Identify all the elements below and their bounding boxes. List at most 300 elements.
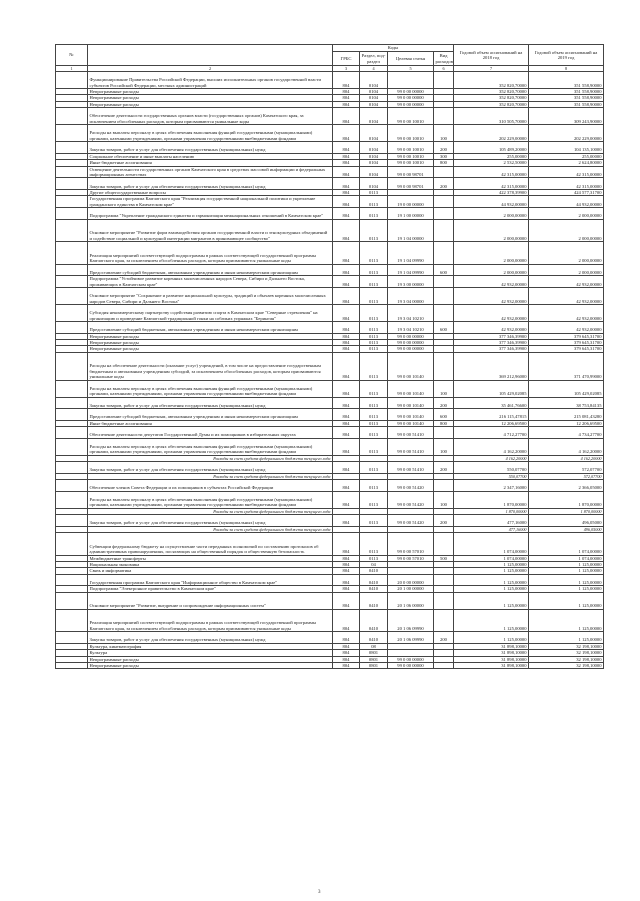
row-razdel: 0113 [360, 196, 388, 208]
row-razdel: 0104 [360, 108, 388, 125]
row-amount-2018: 352 820,70000 [454, 95, 529, 101]
budget-table-page [55, 44, 603, 669]
row-expense-type: 300 [434, 153, 454, 159]
row-name: Закупка товаров, работ и услуг для обеспечения государственных (муниципальных) нужд [88, 142, 333, 154]
row-amount-2019: 215 081,43280 [529, 409, 604, 421]
row-amount-2018: 1 125,00000 [454, 592, 529, 609]
row-amount-2018: 42 932,00000 [454, 305, 529, 322]
table-row [56, 515, 604, 527]
row-name: Межбюджетные трансферты [88, 555, 333, 561]
col-header-cs: Целевая статья [388, 52, 434, 66]
row-razdel: 0104 [360, 160, 388, 166]
row-amount-2018: 1 074,00000 [454, 555, 529, 561]
row-amount-2019: 1 074,00000 [529, 533, 604, 555]
row-target-article: 19 0 00 00000 [388, 196, 434, 208]
row-number [56, 533, 88, 555]
row-razdel: 0410 [360, 592, 388, 609]
row-number [56, 276, 88, 288]
row-number [56, 480, 88, 492]
row-amount-2018: 105 429,02085 [454, 380, 529, 397]
row-number [56, 108, 88, 125]
row-amount-2019: 1 125,00000 [529, 562, 604, 568]
col-header-2019: Годовой объем ассигнований на 2019 год [529, 45, 604, 66]
row-amount-2019: 496,05000 [529, 515, 604, 527]
row-grbs: 804 [333, 142, 360, 154]
row-razdel: 0410 [360, 632, 388, 644]
row-amount-2019: 572,07700 [529, 462, 604, 474]
row-expense-type: 600 [434, 409, 454, 421]
table-row [56, 242, 604, 264]
row-amount-2019: 42 932,00000 [529, 276, 604, 288]
row-razdel: 0801 [360, 663, 388, 669]
row-amount-2019: 4 734,27700 [529, 427, 604, 439]
row-amount-2018: 477,16000 [454, 515, 529, 527]
row-name: Государственная программа Камчатского края "Реализация государственной национальной политики и укрепление гражданского единства в Камчатском крае" [88, 196, 333, 208]
row-amount-2018: 2 347,16000 [454, 480, 529, 492]
row-amount-2019: 424 577,31700 [529, 190, 604, 196]
row-razdel: 0113 [360, 242, 388, 264]
row-grbs: 804 [333, 288, 360, 305]
row-number [56, 178, 88, 190]
row-amount-2018: 42 315,00000 [454, 178, 529, 190]
row-amount-2019: 1 125,00000 [529, 574, 604, 586]
row-amount-2019: 32 198,10000 [529, 663, 604, 669]
row-expense-type: 200 [434, 142, 454, 154]
row-razdel: 0113 [360, 380, 388, 397]
row-expense-type [434, 108, 454, 125]
row-razdel: 0113 [360, 515, 388, 527]
col-number: 8 [529, 66, 604, 72]
row-expense-type: 100 [434, 491, 454, 508]
row-expense-type: 500 [434, 555, 454, 561]
row-amount-2018: 202 229,00000 [454, 125, 529, 142]
row-grbs: 804 [333, 462, 360, 474]
row-name: Закупка товаров, работ и услуг для обеспечения государственных (муниципальных) нужд [88, 462, 333, 474]
row-target-article: 20 0 00 00000 [388, 574, 434, 586]
row-razdel: 0410 [360, 586, 388, 592]
row-name: Обеспечение деятельности депутатов Государственной Думы и их помощников в избирательных округах [88, 427, 333, 439]
col-header-name [88, 45, 333, 66]
row-name: Функционирование Правительства Российской Федерации, высших исполнительных органов государственной власти субъектов Российской Федерации, местных администраций [88, 72, 333, 89]
row-razdel: 0410 [360, 568, 388, 574]
row-number [56, 380, 88, 397]
table-row [56, 397, 604, 409]
row-grbs: 804 [333, 208, 360, 220]
row-amount-2019: 379 645,31700 [529, 333, 604, 339]
table-row [56, 491, 604, 508]
row-amount-2019: 42 932,00000 [529, 305, 604, 322]
row-number [56, 491, 88, 508]
row-name: Иные бюджетные ассигнования [88, 160, 333, 166]
row-razdel: 0104 [360, 89, 388, 95]
row-expense-type [434, 574, 454, 586]
row-amount-2018: 352 820,70000 [454, 101, 529, 107]
row-grbs: 804 [333, 397, 360, 409]
col-number: 4 [360, 66, 388, 72]
row-amount-2019: 38 753,84135 [529, 397, 604, 409]
row-number [56, 352, 88, 380]
row-target-article: 20 1 06 09990 [388, 609, 434, 631]
row-amount-2018: 1 125,00000 [454, 574, 529, 586]
row-amount-2019: 2 366,05000 [529, 480, 604, 492]
row-expense-type: 600 [434, 322, 454, 334]
row-grbs: 804 [333, 95, 360, 101]
row-target-article: 99 0 00 51410 [388, 427, 434, 439]
row-target-article: 99 0 00 10140 [388, 352, 434, 380]
row-name: Предоставление субсидий бюджетным, автономным учреждениям и иным некоммерческим организациям [88, 322, 333, 334]
row-target-article: 99 0 00 98701 [388, 178, 434, 190]
row-name: Подпрограмма "Электронное правительство в Камчатском крае" [88, 586, 333, 592]
row-target-article: 19 3 04 00000 [388, 288, 434, 305]
row-expense-type [434, 592, 454, 609]
row-amount-2018: 4 162,20000 [454, 438, 529, 455]
row-amount-2019: 4 162,20000 [529, 455, 604, 461]
row-amount-2019: 309 243,90000 [529, 108, 604, 125]
row-expense-type: 100 [434, 380, 454, 397]
row-name: Расходы за счет средств федерального бюджета текущего года [88, 473, 333, 479]
row-name: Обеспечение деятельности государственных органов власти (государственных органов) Камчатского края, за исключением обособленных расходов, которым присваиваются уникальные коды [88, 108, 333, 125]
row-expense-type [434, 480, 454, 492]
table-row [56, 219, 604, 241]
table-row [56, 276, 604, 288]
row-target-article: 20 1 06 00000 [388, 592, 434, 609]
row-target-article: 99 0 00 00000 [388, 663, 434, 669]
row-razdel: 0104 [360, 125, 388, 142]
row-razdel: 0104 [360, 166, 388, 178]
row-razdel: 0113 [360, 264, 388, 276]
row-name: Основное мероприятие "Развитие форм взаимодействия органов государственной власти и этнокультурных объединений и содействие социальной и культурной интеграции мигрантов в принимающее сообщество" [88, 219, 333, 241]
row-expense-type [434, 352, 454, 380]
table-row [56, 480, 604, 492]
row-target-article: 99 0 00 00000 [388, 346, 434, 352]
row-amount-2019: 42 315,00000 [529, 166, 604, 178]
row-expense-type [434, 242, 454, 264]
row-amount-2018: 2 000,00000 [454, 219, 529, 241]
row-target-article: 99 0 00 51420 [388, 480, 434, 492]
row-amount-2019: 1 125,00000 [529, 592, 604, 609]
row-name: Предоставление субсидий бюджетным, автономным учреждениям и иным некоммерческим организациям [88, 264, 333, 276]
row-amount-2018: 477,16000 [454, 526, 529, 532]
row-target-article: 99 0 00 00000 [388, 333, 434, 339]
row-number [56, 166, 88, 178]
row-amount-2018: 2 000,00000 [454, 264, 529, 276]
row-amount-2018: 377 346,39900 [454, 333, 529, 339]
row-amount-2018: 1 125,00000 [454, 562, 529, 568]
row-expense-type: 200 [434, 178, 454, 190]
row-name: Расходы за счет средств федерального бюджета текущего года [88, 526, 333, 532]
row-number [56, 409, 88, 421]
row-expense-type [434, 276, 454, 288]
row-target-article: 99 0 00 98701 [388, 166, 434, 178]
row-grbs: 804 [333, 166, 360, 178]
row-razdel: 0113 [360, 340, 388, 346]
row-grbs: 804 [333, 276, 360, 288]
row-expense-type [434, 219, 454, 241]
row-amount-2018: 31 898,10000 [454, 650, 529, 656]
row-amount-2019: 351 558,90000 [529, 89, 604, 95]
row-razdel: 0113 [360, 438, 388, 455]
row-number [56, 632, 88, 644]
table-row [56, 125, 604, 142]
row-amount-2018: 105 489,20000 [454, 142, 529, 154]
row-target-article: 99 0 00 10140 [388, 380, 434, 397]
row-amount-2018: 1 870,00000 [454, 508, 529, 514]
row-target-article: 99 0 00 10010 [388, 160, 434, 166]
row-amount-2018: 1 125,00000 [454, 632, 529, 644]
row-razdel: 0113 [360, 533, 388, 555]
row-razdel: 0113 [360, 397, 388, 409]
row-grbs: 804 [333, 409, 360, 421]
row-name: Непрограммные расходы [88, 101, 333, 107]
row-razdel: 0113 [360, 219, 388, 241]
row-amount-2019: 379 645,31700 [529, 346, 604, 352]
row-amount-2018: 377 346,39900 [454, 346, 529, 352]
table-row [56, 352, 604, 380]
row-number [56, 397, 88, 409]
col-header-codes: Коды [333, 45, 454, 52]
col-header-grbs: ГРБС [333, 52, 360, 66]
row-number [56, 322, 88, 334]
row-name: Основное мероприятие "Развитие, внедрение и сопровождение информационных систем" [88, 592, 333, 609]
row-number [56, 208, 88, 220]
table-row [56, 142, 604, 154]
row-grbs: 804 [333, 420, 360, 426]
row-amount-2018: 4 712,27700 [454, 427, 529, 439]
row-razdel: 0113 [360, 346, 388, 352]
row-amount-2019: 32 198,10000 [529, 650, 604, 656]
row-name: Расходы на выплаты персоналу в целях обеспечения выполнения функций государственными (муниципальными) органами, казенными учреждениями, органами управления государственными внебюджетными фондами [88, 438, 333, 455]
row-razdel: 0113 [360, 480, 388, 492]
row-expense-type: 100 [434, 438, 454, 455]
row-target-article: 99 0 00 10010 [388, 153, 434, 159]
row-name: Расходы за счет средств федерального бюджета текущего года [88, 508, 333, 514]
row-name: Непрограммные расходы [88, 346, 333, 352]
row-grbs: 804 [333, 305, 360, 322]
row-expense-type [434, 427, 454, 439]
row-grbs: 804 [333, 242, 360, 264]
row-amount-2018: 12 206,69500 [454, 420, 529, 426]
row-grbs: 804 [333, 562, 360, 568]
row-razdel: 0113 [360, 322, 388, 334]
col-number: 2 [88, 66, 333, 72]
row-grbs: 804 [333, 190, 360, 196]
row-grbs: 804 [333, 663, 360, 669]
row-expense-type [434, 533, 454, 555]
row-grbs: 804 [333, 515, 360, 527]
row-razdel: 0104 [360, 178, 388, 190]
row-expense-type: 100 [434, 125, 454, 142]
row-amount-2019: 379 645,31700 [529, 340, 604, 346]
row-amount-2019: 42 932,00000 [529, 288, 604, 305]
row-amount-2018: 31 898,10000 [454, 656, 529, 662]
row-amount-2018: 216 115,47815 [454, 409, 529, 421]
row-grbs: 804 [333, 555, 360, 561]
row-name: Освещение деятельности государственных органов Камчатского края в средствах массовой информации и федеральных информационных агентствах [88, 166, 333, 178]
row-amount-2018: 550,07700 [454, 462, 529, 474]
row-name: Закупка товаров, работ и услуг для обеспечения государственных (муниципальных) нужд [88, 632, 333, 644]
row-number [56, 663, 88, 669]
row-name: Расходы на выплаты персоналу в целях обеспечения выполнения функций государственными (муниципальными) органами, казенными учреждениями, органами управления государственными внебюджетными фондами [88, 380, 333, 397]
row-grbs: 804 [333, 480, 360, 492]
row-amount-2019: 572,07700 [529, 473, 604, 479]
row-razdel: 08 [360, 643, 388, 649]
row-amount-2018: 2 000,00000 [454, 208, 529, 220]
row-name: Подпрограмма "Устойчивое развитие коренных малочисленных народов Севера, Сибири и Дальнего Востока, проживающих в Камчатском крае" [88, 276, 333, 288]
row-expense-type: 200 [434, 462, 454, 474]
row-grbs: 804 [333, 89, 360, 95]
row-razdel: 0113 [360, 288, 388, 305]
row-target-article: 19 1 04 00000 [388, 219, 434, 241]
table-row [56, 178, 604, 190]
row-name: Расходы на выплаты персоналу в целях обеспечения выполнения функций государственными (муниципальными) органами, казенными учреждениями, органами управления государственными внебюджетными фондами [88, 125, 333, 142]
row-number [56, 427, 88, 439]
table-row [56, 533, 604, 555]
col-number: 3 [333, 66, 360, 72]
row-grbs: 804 [333, 196, 360, 208]
row-amount-2019: 1 870,00000 [529, 508, 604, 514]
row-name: Расходы за счет средств федерального бюджета текущего года [88, 455, 333, 461]
row-grbs: 804 [333, 656, 360, 662]
row-number [56, 288, 88, 305]
row-grbs: 804 [333, 108, 360, 125]
row-grbs: 804 [333, 178, 360, 190]
row-grbs: 804 [333, 352, 360, 380]
row-amount-2019: 1 870,00000 [529, 491, 604, 508]
table-row [56, 108, 604, 125]
row-razdel: 0113 [360, 409, 388, 421]
row-grbs: 804 [333, 592, 360, 609]
row-amount-2019: 2 624,80000 [529, 160, 604, 166]
row-number [56, 462, 88, 474]
row-number [56, 125, 88, 142]
row-expense-type [434, 196, 454, 208]
row-grbs: 804 [333, 643, 360, 649]
row-razdel: 0113 [360, 333, 388, 339]
col-header-num: № [56, 45, 88, 66]
row-amount-2019: 2 000,00000 [529, 264, 604, 276]
col-number: 7 [454, 66, 529, 72]
row-number [56, 72, 88, 89]
row-amount-2018: 310 505,70000 [454, 108, 529, 125]
row-target-article: 99 0 00 57010 [388, 533, 434, 555]
row-grbs: 804 [333, 333, 360, 339]
row-number [56, 196, 88, 208]
row-expense-type: 200 [434, 632, 454, 644]
row-target-article: 19 3 04 10210 [388, 322, 434, 334]
row-amount-2018: 352 820,70000 [454, 72, 529, 89]
row-grbs: 804 [333, 264, 360, 276]
row-target-article: 99 0 00 57010 [388, 555, 434, 561]
row-number [56, 592, 88, 609]
row-amount-2018: 42 932,00000 [454, 288, 529, 305]
row-expense-type [434, 305, 454, 322]
row-name: Закупка товаров, работ и услуг для обеспечения государственных (муниципальных) нужд [88, 178, 333, 190]
row-razdel: 0113 [360, 352, 388, 380]
col-number: 6 [434, 66, 454, 72]
row-name: Национальная экономика [88, 562, 333, 568]
row-razdel: 0104 [360, 101, 388, 107]
table-row [56, 305, 604, 322]
row-target-article: 19 1 04 09990 [388, 264, 434, 276]
row-target-article: 19 1 00 00000 [388, 208, 434, 220]
table-row [56, 632, 604, 644]
row-amount-2019: 32 198,10000 [529, 643, 604, 649]
row-amount-2018: 1 125,00000 [454, 609, 529, 631]
row-expense-type: 800 [434, 160, 454, 166]
table-row [56, 196, 604, 208]
row-target-article: 99 0 00 00000 [388, 101, 434, 107]
row-amount-2018: 1 125,00000 [454, 568, 529, 574]
row-amount-2019: 2 000,00000 [529, 242, 604, 264]
row-target-article: 99 0 00 51410 [388, 462, 434, 474]
table-row [56, 592, 604, 609]
row-amount-2018: 377 346,39900 [454, 340, 529, 346]
row-target-article: 99 0 00 10140 [388, 420, 434, 426]
row-grbs: 804 [333, 72, 360, 89]
table-row [56, 609, 604, 631]
row-amount-2019: 2 000,00000 [529, 219, 604, 241]
budget-table [55, 44, 604, 669]
row-target-article: 99 0 00 00000 [388, 656, 434, 662]
row-name: Иные бюджетные ассигнования [88, 420, 333, 426]
row-amount-2019: 42 932,00000 [529, 322, 604, 334]
row-name: Непрограммные расходы [88, 663, 333, 669]
row-amount-2018: 1 870,00000 [454, 491, 529, 508]
col-header-2018: Годовой объем ассигнований на 2018 год [454, 45, 529, 66]
row-razdel: 0104 [360, 95, 388, 101]
row-target-article: 19 1 04 09990 [388, 242, 434, 264]
row-expense-type: 800 [434, 420, 454, 426]
row-target-article [388, 72, 434, 89]
row-name: Подпрограмма "Укрепление гражданского единства и гармонизация межнациональных отношений в Камчатском крае" [88, 208, 333, 220]
row-grbs: 804 [333, 586, 360, 592]
row-name: Другие общегосударственные вопросы [88, 190, 333, 196]
row-razdel: 0113 [360, 462, 388, 474]
row-grbs: 804 [333, 340, 360, 346]
row-amount-2018: 1 125,00000 [454, 586, 529, 592]
row-grbs: 804 [333, 346, 360, 352]
row-amount-2019: 202 229,00000 [529, 125, 604, 142]
row-amount-2019: 1 125,00000 [529, 586, 604, 592]
row-number [56, 142, 88, 154]
row-grbs: 804 [333, 125, 360, 142]
row-name: Социальное обеспечение и иные выплаты населению [88, 153, 333, 159]
row-number [56, 609, 88, 631]
row-number [56, 515, 88, 527]
col-header-vr: Вид расходов [435, 53, 453, 64]
row-amount-2018: 550,07700 [454, 473, 529, 479]
row-amount-2018: 4 162,20000 [454, 455, 529, 461]
table-row [56, 380, 604, 397]
row-amount-2018: 31 898,10000 [454, 643, 529, 649]
row-name: Закупка товаров, работ и услуг для обеспечения государственных (муниципальных) нужд [88, 397, 333, 409]
row-amount-2019: 1 125,00000 [529, 568, 604, 574]
row-grbs: 804 [333, 153, 360, 159]
row-grbs: 804 [333, 427, 360, 439]
table-row [56, 264, 604, 276]
row-target-article: 99 0 00 51410 [388, 438, 434, 455]
row-razdel: 0801 [360, 650, 388, 656]
row-amount-2018: 255,00000 [454, 153, 529, 159]
row-amount-2018: 2 532,50000 [454, 160, 529, 166]
col-number: 5 [388, 66, 434, 72]
row-name: Закупка товаров, работ и услуг для обеспечения государственных (муниципальных) нужд [88, 515, 333, 527]
row-amount-2018: 369 212,96000 [454, 352, 529, 380]
row-number [56, 242, 88, 264]
table-row [56, 427, 604, 439]
row-name: Связь и информатика [88, 568, 333, 574]
row-grbs: 804 [333, 160, 360, 166]
